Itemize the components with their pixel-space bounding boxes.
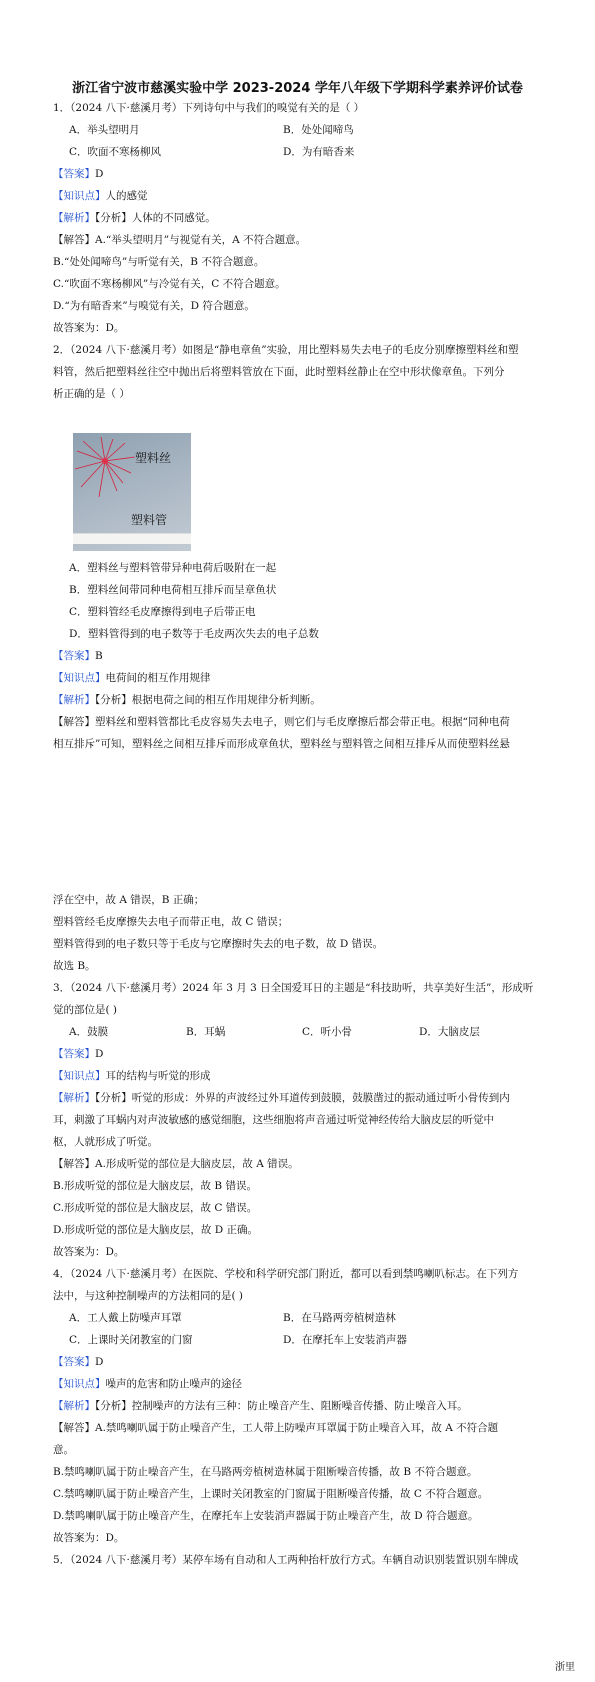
q1-analysis: 【解析】【分析】人体的不同感觉。 [53, 212, 216, 224]
q3-solution-line: B.形成听觉的部位是大脑皮层，故 B 错误。 [53, 1180, 257, 1192]
q5-stem: 5．（2024 八下·慈溪月考）某停车场有自动和人工两种抬杆放行方式。车辆自动识别装置识别车牌成 [53, 1554, 519, 1566]
q2-solution-line: 塑料管得到的电子数只等于毛皮与它摩擦时失去的电子数，故 D 错误。 [53, 938, 384, 950]
q1-option-c: C．吹面不寒杨柳风 [69, 146, 162, 158]
answer-tag: 【答案】 [53, 1048, 95, 1060]
label-plastic-strands: 塑料丝 [135, 451, 172, 465]
q1-solution-line: 【解答】A.“举头望明月”与视觉有关，A 不符合题意。 [53, 234, 307, 246]
q1-solution-line: C.“吹面不寒杨柳风”与冷觉有关，C 不符合题意。 [53, 278, 286, 290]
q3-solution-line: 故答案为：D。 [53, 1246, 125, 1258]
page-footer: 浙里 [555, 1662, 575, 1673]
q3-stem-line: 3．（2024 八下·慈溪月考）2024 年 3 月 3 日全国爱耳日的主题是“科技助听，共享美好生活”，形成听 [53, 982, 534, 994]
q1-option-a: A．举头望明月 [69, 124, 140, 136]
q1-solution-line: 故答案为：D。 [53, 322, 125, 334]
analysis-tag: 【解析】 [53, 1092, 95, 1104]
answer-tag: 【答案】 [53, 650, 95, 662]
q2-stem-line: 料管，然后把塑料丝往空中抛出后将塑料管放在下面，此时塑料丝静止在空中形状像章鱼。下列分 [53, 366, 505, 378]
q3-analysis-line: 耳，刺激了耳蜗内对声波敏感的感觉细胞，这些细胞将声音通过听觉神经传给大脑皮层的听觉中 [53, 1114, 494, 1126]
q2-answer: 【答案】B [53, 650, 103, 662]
q3-stem-line: 觉的部位是( ) [53, 1004, 118, 1016]
q3-answer: 【答案】D [53, 1048, 104, 1060]
q4-option-a: A．工人戴上防噪声耳罩 [69, 1312, 182, 1324]
q2-stem-line: 2．（2024 八下·慈溪月考）如图是“静电章鱼”实验，用比塑料易失去电子的毛皮分别摩擦塑料丝和塑 [53, 344, 519, 356]
q1-solution-line: B.“处处闻啼鸟”与听觉有关，B 不符合题意。 [53, 256, 265, 268]
q1-solution-line: D.“为有暗香来”与嗅觉有关，D 符合题意。 [53, 300, 255, 312]
knowledge-tag: 【知识点】 [53, 190, 106, 202]
q2-solution-line: 相互排斥”可知，塑料丝之间相互排斥而形成章鱼状，塑料丝与塑料管之间相互排斥从而使塑料丝悬 [53, 738, 510, 750]
q2-analysis: 【解析】【分析】根据电荷之间的相互作用规律分析判断。 [53, 694, 321, 706]
q3-option-d: D．大脑皮层 [419, 1026, 480, 1038]
q2-solution-line: 【解答】塑料丝和塑料管都比毛皮容易失去电子，则它们与毛皮摩擦后都会带正电。根据“同种电荷 [53, 716, 510, 728]
q4-solution-line: D.禁鸣喇叭属于防止噪音产生，在摩托车上安装消声器属于防止噪音产生，故 D 符合题意。 [53, 1510, 479, 1522]
q3-option-c: C．听小骨 [302, 1026, 353, 1038]
q4-solution-line: B.禁鸣喇叭属于防止噪音产生，在马路两旁植树造林属于阻断噪音传播，故 B 不符合题意。 [53, 1466, 478, 1478]
static-octopus-photo [73, 433, 191, 551]
q3-analysis: 【解析】【分析】听觉的形成：外界的声波经过外耳道传到鼓膜，鼓膜凿过的振动通过听小骨传到内 [53, 1092, 510, 1104]
analysis-tag: 【解析】 [53, 1400, 95, 1412]
q4-knowledge-point: 【知识点】噪声的危害和防止噪声的途径 [53, 1378, 242, 1390]
q2-solution-line: 浮在空中，故 A 错误，B 正确； [53, 894, 205, 906]
answer-tag: 【答案】 [53, 168, 95, 180]
q1-option-d: D．为有暗香来 [283, 146, 355, 158]
q3-option-b: B．耳蜗 [186, 1026, 226, 1038]
analysis-tag: 【解析】 [53, 212, 95, 224]
q1-stem: 1．（2024 八下·慈溪月考）下列诗句中与我们的嗅觉有关的是（ ） [53, 102, 365, 114]
exam-title: 浙江省宁波市慈溪实验中学 2023-2024 学年八年级下学期科学素养评价试卷 [72, 81, 523, 96]
q4-solution-line: 故答案为：D。 [53, 1532, 125, 1544]
q2-stem-line: 析正确的是（ ） [53, 388, 130, 400]
answer-tag: 【答案】 [53, 1356, 95, 1368]
analysis-tag: 【解析】 [53, 694, 95, 706]
q2-solution-line: 故选 B。 [53, 960, 96, 972]
label-plastic-tube: 塑料管 [131, 513, 168, 527]
q4-solution-line: 意。 [53, 1444, 74, 1456]
q1-option-b: B．处处闻啼鸟 [283, 124, 354, 136]
knowledge-tag: 【知识点】 [53, 1378, 106, 1390]
plastic-tube [73, 533, 191, 544]
q3-solution-line: C.形成听觉的部位是大脑皮层，故 C 错误。 [53, 1202, 258, 1214]
knowledge-tag: 【知识点】 [53, 672, 106, 684]
q2-option-c: C．塑料管经毛皮摩擦得到电子后带正电 [69, 606, 256, 618]
q4-solution-line: C.禁鸣喇叭属于防止噪音产生，上课时关闭教室的门窗属于阻断噪音传播，故 C 不符合题意。 [53, 1488, 489, 1500]
q3-option-a: A．鼓膜 [69, 1026, 109, 1038]
q2-option-a: A．塑料丝与塑料管带异种电荷后吸附在一起 [69, 562, 277, 574]
q4-stem-line: 4．（2024 八下·慈溪月考）在医院、学校和科学研究部门附近，都可以看到禁鸣喇叭标志。在下列方 [53, 1268, 519, 1280]
q3-solution-line: D.形成听觉的部位是大脑皮层，故 D 正确。 [53, 1224, 258, 1236]
q4-answer: 【答案】D [53, 1356, 104, 1368]
q4-option-c: C．上课时关闭教室的门窗 [69, 1334, 193, 1346]
q2-solution-line: 塑料管经毛皮摩擦失去电子而带正电，故 C 错误； [53, 916, 289, 928]
q1-knowledge-point: 【知识点】人的感觉 [53, 190, 148, 202]
q3-analysis-line: 枢，人就形成了听觉。 [53, 1136, 158, 1148]
q4-stem-line: 法中，与这种控制噪声的方法相同的是( ) [53, 1290, 244, 1302]
q3-solution-line: 【解答】A.形成听觉的部位是大脑皮层，故 A 错误。 [53, 1158, 299, 1170]
q4-analysis: 【解析】【分析】控制噪声的方法有三种：防止噪音产生、阻断噪音传播、防止噪音入耳。 [53, 1400, 468, 1412]
q2-knowledge-point: 【知识点】电荷间的相互作用规律 [53, 672, 211, 684]
q3-knowledge-point: 【知识点】耳的结构与听觉的形成 [53, 1070, 211, 1082]
q4-solution-line: 【解答】A.禁鸣喇叭属于防止噪音产生，工人带上防噪声耳罩属于防止噪音入耳，故 A 不符合题 [53, 1422, 499, 1434]
q2-option-b: B．塑料丝间带同种电荷相互排斥而呈章鱼状 [69, 584, 277, 596]
q4-option-d: D．在摩托车上安装消声器 [283, 1334, 407, 1346]
knowledge-tag: 【知识点】 [53, 1070, 106, 1082]
q2-option-d: D．塑料管得到的电子数等于毛皮两次失去的电子总数 [69, 628, 319, 640]
q4-option-b: B．在马路两旁植树造林 [283, 1312, 396, 1324]
q1-answer: 【答案】D [53, 168, 104, 180]
